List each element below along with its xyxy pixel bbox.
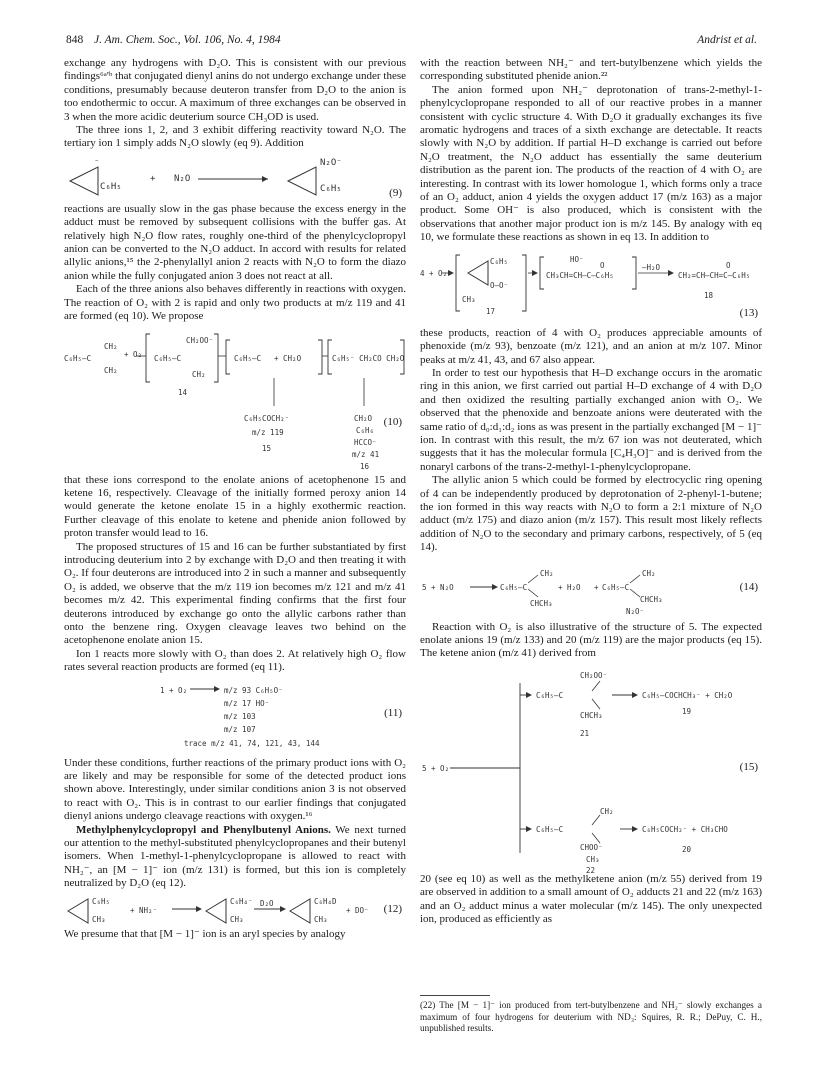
right-column xyxy=(420,57,762,926)
paragraph: Each of the three anions also behaves differently in reactions with oxygen. The reaction of O₂ with 2 is rapid and only two products at m/z 119 and 41 are formed (eq 10). We propose xyxy=(64,283,406,323)
equation-number: (12) xyxy=(383,902,402,915)
paragraph: these products, reaction of 4 with O₂ produces appreciable amounts of phenoxide (m/z 93), benzoate (m/z 121), and an anion at m/z 107. Minor peaks at m/z 41, 43, and 67 also appear. xyxy=(420,326,762,366)
equation-number: (13) xyxy=(739,306,758,319)
left-column xyxy=(64,57,406,941)
equation-14: 5 + N₂O C₆H₅–C CH₂ CHCH₃ + H₂O + C₆H₅–C CH₂ CHCH₃ N₂O⁻ (14) xyxy=(420,563,762,615)
journal-citation: J. Am. Chem. Soc., Vol. 106, No. 4, 1984 xyxy=(94,34,281,46)
eq13-structures xyxy=(420,253,762,323)
paragraph: The proposed structures of 15 and 16 can be further substantiated by first introducing deuterium into 2 by exchange with D₂O and then treating it with O₂. If four deuterons are introduced into 2 in such a manner and subsequently O₂ is added, we observe that the m/z 119 ion becomes m/z 121 and m/z 41 becomes m/z 42. This experimental finding confirms that the first four deuterons introduced by exchange go onto the allylic carbons rather than onto the benzene ring. Oxygen cleavage leaves two behind on the acetophenone enolate anion 15. xyxy=(64,540,406,647)
paragraph: The three ions 1, 2, and 3 exhibit differing reactivity toward N₂O. The tertiary ion 1 simply adds N₂O slowly (eq 9). Addition xyxy=(64,124,406,150)
equation-11: 1 + O₂ m/z 93 C₆H₅O⁻ m/z 17 HO⁻ m/z 103 m/z 107 trace m/z 41, 74, 121, 43, 144 (11) xyxy=(64,681,406,751)
footnote: (22) The [M − 1]⁻ ion produced from tert-butylbenzene and NH₂⁻ slowly exchanges a maximum of four hydrogens for deuterium with ND₃: Squires, R. R.; DePuy, C. H., unpublished results. xyxy=(420,1000,762,1033)
equation-number: (11) xyxy=(384,706,402,719)
equation-number: (9) xyxy=(389,186,402,199)
eq14-structures xyxy=(420,563,762,615)
paragraph: We presume that that [M − 1]⁻ ion is an aryl species by analogy xyxy=(64,927,346,940)
paragraph: that these ions correspond to the enolate anions of acetophenone 15 and ketene 16, respectively. Cleavage of the initially formed peroxy anion 14 would generate the ketone enolate 15 in a highly exothermic reaction. Further cleavage of this enolate to ketene and phenide anion followed by proton transfer would lead to 16. xyxy=(64,473,406,540)
equation-12: C₆H₅ CH₃ + NH₂⁻ C₆H₄⁻ CH₃ D₂O C₆H₄D CH₃ + DO⁻ (12) xyxy=(64,895,406,925)
equation-number: (10) xyxy=(383,415,402,428)
paragraph: Under these conditions, further reactions of the primary product ions with O₂ are likely and may be responsible for some of the detected product ions shown above. Interestingly, under similar conditions anion 3 is not observed to react with O₂. This is in contrast to our earlier findings that conjugated dienyl anions undergo cleavage reactions with oxygen.¹⁶ xyxy=(64,756,406,823)
page-number: 848 xyxy=(66,34,84,46)
paragraph: The allylic anion 5 which could be formed by electrocyclic ring opening of 4 can be independently produced by deprotonation of 2-phenyl-1-butene; the ion formed in this way reacts with N₂O to form a 2:1 mixture of N₂O adduct (m/z 175) and diazo anion (m/z 157). This result most likely reflects addition of N₂O to the secondary and primary carbons, respectively, of 5 (eq 14). xyxy=(420,474,762,554)
paragraph: Ion 1 reacts more slowly with O₂ than does 2. At relatively high O₂ flow rates several reaction products are formed (eq 11). xyxy=(64,647,406,674)
equation-9: ⁻ C₆H₅ + N₂O N₂O⁻ C₆H₅ (9) xyxy=(64,155,406,199)
equation-10: C₆H₅–C CH₂ CH₂ + O₂ CH₂OO⁻ C₆H₅–C CH₂ 14 C₆H₅–C + CH₂O C₆H₅⁻ CH₂CO CH₂O C₆H₅COCH₂⁻ m/z 119 15 CH₂O C₆H₆ HCCO⁻ m/z 41 16 (10) xyxy=(64,330,406,468)
footnote-rule xyxy=(420,995,490,996)
equation-13: 4 + O₂ C₆H₅ O–O⁻ CH₃ 17 HO⁻ CH₃CH=CH–C–C₆H₅ O –H₂O CH₂=CH–CH=C–C₆H₅ O 18 (13) xyxy=(420,253,762,323)
paragraph: Methylphenylcyclopropyl and Phenylbutenyl Anions. We next turned our attention to the methyl-substituted phenylcyclopropanes and their butenyl isomers. When 1-methyl-1-phenylcyclopropane is allowed to react with NH₂⁻, an [M − 1]⁻ ion (m/z 131) is formed, but this ion is completely neutralized by D₂O (eq 12). xyxy=(64,823,406,890)
paragraph: 20 (see eq 10) as well as the methylketene anion (m/z 55) derived from 19 are observed in addition to a small amount of O₂ adducts 21 and 22 (m/z 163) and an O₂ adduct minus a water molecular (m/z 145). The only unexpected ion, produced as efficiently as xyxy=(420,872,763,926)
running-authors: Andrist et al. xyxy=(697,34,757,46)
paragraph: Reaction with O₂ is also illustrative of the structure of 5. The expected enolate anions 19 (m/z 133) and 20 (m/z 119) are the major products (eq 15). The ketene anion (m/z 41) derived from xyxy=(420,620,762,660)
paragraph: In order to test our hypothesis that H–D exchange occurs in the aromatic ring in this anion, we first carried out partial H–D exchange of 4 with D₂O and then oxidized the resulting partially exchanged anion with O₂. We observed that the phenoxide and benzoate anions were deuterated with the same ratio of d₀:d₁:d₂ ions as was present in the partially exchanged [M − 1]⁻ ion. In contrast with this result, the m/z 67 ion was not deuterated, which suggests that it has the molecular formula [C₄H₃O]⁻ and is derived from the nonaryl carbons of the trans-2-methyl-1-phenylcyclopropane. xyxy=(420,366,762,473)
paragraph: with the reaction between NH₂⁻ and tert-butylbenzene which yields the corresponding substituted phenide anion.²² xyxy=(420,57,762,83)
running-header xyxy=(66,34,757,50)
paragraph: reactions are usually slow in the gas phase because the excess energy in the adduct must be removed by subsequent collisions with the buffer gas. At relatively high N₂O flow rates, roughly one-third of the phenylcyclopropyl anion can be converted to the N₂O adduct. In accord with results for related allylic anions,¹⁵ the 2-phenylallyl anion 2 reacts with N₂O to form the diazo anion while the fully conjugated anion 3 does not react at all. xyxy=(64,202,406,282)
equation-15: 5 + O₂ CH₂OO⁻ C₆H₅–C CHCH₃ 21 C₆H₅–COCHCH₃⁻ + CH₂O 19 CH₂ C₆H₅–C CHOO⁻ CH₃ 22 C₆H₅COCH₂⁻ + CH₃CHO 20 (15) xyxy=(420,667,762,867)
equation-number: (15) xyxy=(739,760,758,773)
equation-number: (14) xyxy=(739,580,758,593)
section-heading: Methylphenylcyclopropyl and Phenylbutenyl Anions. xyxy=(76,823,331,836)
paragraph: The anion formed upon NH₂⁻ deprotonation of trans-2-methyl-1-phenylcyclopropane responded to all of our reactive probes in a manner consistent with cyclic structure 4. With D₂O it gradually exchanges its five aromatic hydrogens and traces of a sixth exchange are detectable. It reacts slowly with N₂O by addition. If partial H–D exchange is carried out before N₂O treatment, the N₂O adduct has essentially the same deuterium distribution as the parent ion. The products of the reaction of 4 with O₂ are interesting. In contrast with its lower homologue 1, which forms only a trace of an O₂ adduct, anion 4 yields the oxygen adduct 17 (m/z 163) as a major product. Some OH⁻ is also produced, which is consistent with the observations that another major product ion is m/z 145. By analogy with eq 10, we formulate these reactions as shown in eq 13. In addition to xyxy=(420,83,762,244)
paragraph: exchange any hydrogens with D₂O. This is consistent with our previous findings⁶ᵃ'ᵇ that conjugated dienyl anins do not undergo exchange under these conditions, presumably because deuteron transfer from D₂O to the anion is too endothermic to occur. A maximum of three exchanges can be observed in 3 when the more acidic deuterium source CH₃OD is used. xyxy=(64,57,406,123)
